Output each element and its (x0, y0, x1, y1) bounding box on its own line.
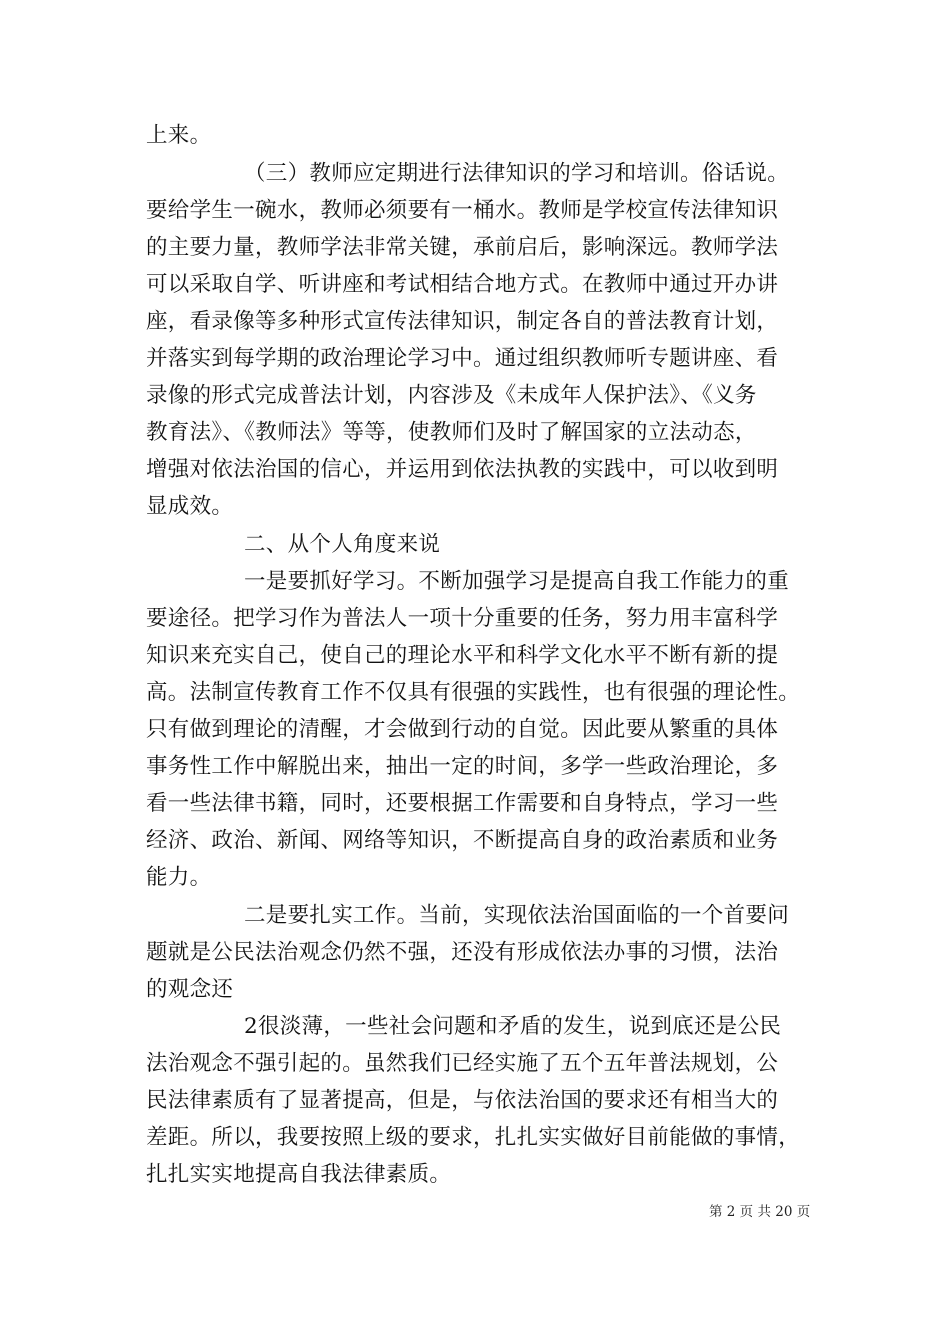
paragraph-line: 座，看录像等多种形式宣传法律知识，制定各自的普法教育计划， (146, 309, 779, 334)
paragraph-line: 2很淡薄，一些社会问题和矛盾的发生，说到底还是公民 (244, 1014, 782, 1039)
paragraph-line: 要给学生一碗水，教师必须要有一桶水。教师是学校宣传法律知识 (146, 198, 779, 223)
paragraph-line: 事务性工作中解脱出来，抽出一定的时间，多学一些政治理论，多 (146, 754, 779, 779)
paragraph-line: 并落实到每学期的政治理论学习中。通过组织教师听专题讲座、看 (146, 346, 779, 371)
paragraph-line: 的主要力量，教师学法非常关键，承前启后，影响深远。教师学法 (146, 235, 779, 260)
paragraph-line: 教育法》、《教师法》等等，使教师们及时了解国家的立法动态， (146, 420, 757, 445)
paragraph-line: 看一些法律书籍，同时，还要根据工作需要和自身特点，学习一些 (146, 791, 779, 816)
paragraph-line: 增强对依法治国的信心，并运用到依法执教的实践中，可以收到明 (146, 457, 779, 482)
paragraph-line: 知识来充实自己，使自己的理论水平和科学文化水平不断有新的提 (146, 643, 779, 668)
paragraph-line: 录像的形式完成普法计划，内容涉及《未成年人保护法》、《义务 (146, 383, 757, 408)
paragraph-line: 上来。 (146, 123, 212, 148)
paragraph-line: 民法律素质有了显著提高，但是，与依法治国的要求还有相当大的 (146, 1088, 779, 1113)
paragraph-line: 要途径。把学习作为普法人一项十分重要的任务，努力用丰富科学 (146, 606, 779, 631)
paragraph-line: （三）教师应定期进行法律知识的学习和培训。俗话说。 (244, 161, 790, 186)
paragraph-line: 一是要抓好学习。不断加强学习是提高自我工作能力的重 (244, 569, 790, 594)
paragraph-line: 能力。 (146, 865, 212, 890)
paragraph-line: 扎扎实实地提高自我法律素质。 (146, 1162, 452, 1187)
paragraph-line: 可以采取自学、听讲座和考试相结合地方式。在教师中通过开办讲 (146, 272, 779, 297)
paragraph-line: 经济、政治、新闻、网络等知识，不断提高自身的政治素质和业务 (146, 828, 779, 853)
paragraph-line: 高。法制宣传教育工作不仅具有很强的实践性，也有很强的理论性。 (146, 680, 801, 705)
paragraph-line: 题就是公民法治观念仍然不强，还没有形成依法办事的习惯，法治 (146, 940, 779, 965)
paragraph-line: 只有做到理论的清醒，才会做到行动的自觉。因此要从繁重的具体 (146, 717, 779, 742)
paragraph-line: 差距。所以，我要按照上级的要求，扎扎实实做好目前能做的事情， (146, 1125, 801, 1150)
page-number-footer: 第 2 页 共 20 页 (709, 1204, 811, 1220)
paragraph-line: 显成效。 (146, 494, 234, 519)
section-heading: 二、从个人角度来说 (244, 532, 441, 557)
paragraph-line: 二是要扎实工作。当前，实现依法治国面临的一个首要问 (244, 903, 790, 928)
paragraph-line: 法治观念不强引起的。虽然我们已经实施了五个五年普法规划，公 (146, 1051, 779, 1076)
paragraph-line: 的观念还 (146, 977, 234, 1002)
